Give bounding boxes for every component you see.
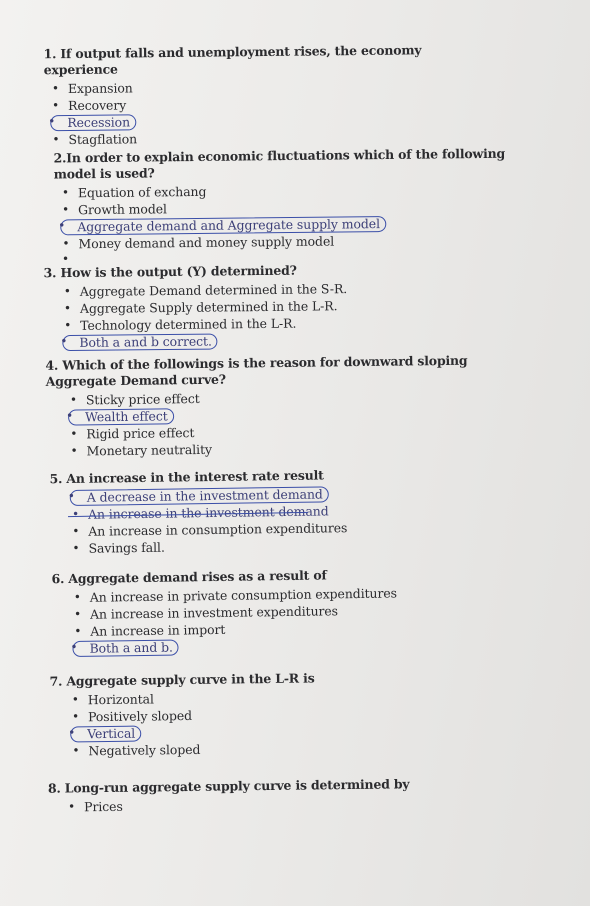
q8-option-a: • Prices: [68, 798, 123, 815]
question-5: [49, 465, 520, 558]
q6-option-a: • An increase in private consumption expenditures: [73, 585, 398, 605]
question-8: [48, 775, 488, 815]
q2-option-d: • Money demand and money supply model: [62, 233, 335, 252]
pen-circle: • Vertical: [70, 726, 141, 743]
q2-option-a: • Equation of exchang: [61, 183, 207, 201]
q5-option-c: • An increase in consumption expenditures: [72, 520, 348, 539]
q3-option-d-circled: [56, 330, 484, 351]
q6-option-b: • An increase in investment expenditures: [73, 603, 339, 622]
question-3-text: 3. How is the output (Y) determined?: [43, 262, 297, 281]
question-2-text: 2.In order to explain economic fluctuations which of the following model is used?: [53, 145, 506, 182]
q2-option-b: • Growth model: [62, 201, 167, 218]
question-1: [43, 42, 484, 149]
question-1-text: 1. If output falls and unemployment rises, the economy experience: [43, 42, 422, 78]
pen-circle: • Both a and b correct.: [62, 333, 218, 351]
question-4-text: 4. Which of the followings is the reason for downward sloping Aggregate Demand curve?: [45, 352, 468, 389]
question-6: [51, 565, 522, 658]
q7-option-a: • Horizontal: [71, 691, 154, 708]
q4-option-c: • Rigid price effect: [70, 425, 195, 442]
question-3: [44, 261, 485, 352]
q1-option-b: • Recovery: [52, 97, 127, 114]
q3-option-c: • Technology determined in the L-R.: [64, 315, 297, 333]
q7-option-b: • Positively sloped: [71, 707, 193, 725]
q3-option-b: • Aggregate Supply determined in the L-R.: [63, 298, 338, 316]
pen-circle: • A decrease in the investment demand: [70, 486, 329, 506]
pen-circle: • Aggregate demand and Aggregate supply model: [60, 216, 386, 235]
q1-option-a: • Expansion: [51, 80, 133, 97]
question-7-text: 7. Aggregate supply curve in the L-R is: [49, 670, 315, 689]
question-4: [45, 352, 516, 460]
question-5-text: 5. An increase in the interest rate result: [49, 467, 324, 487]
q5-option-b: • An increase in the investment demand: [71, 503, 329, 522]
q4-option-d: • Monetary neutrality: [70, 441, 213, 459]
pen-circle: • Recession: [50, 114, 136, 131]
stray-bullet: •: [62, 252, 70, 266]
question-7: [49, 668, 490, 759]
pen-circle: • Both a and b.: [72, 640, 179, 657]
q1-option-d: • Stagflation: [52, 131, 138, 148]
question-8-text: 8. Long-run aggregate supply curve is determined by: [47, 776, 410, 796]
q3-option-a: • Aggregate Demand determined in the S-R.: [63, 281, 348, 299]
question-6-text: 6. Aggregate demand rises as a result of: [51, 567, 327, 587]
q4-option-a: • Sticky price effect: [69, 390, 200, 408]
q7-option-d: • Negatively sloped: [72, 741, 201, 759]
question-2: [53, 146, 524, 253]
q6-option-c: • An increase in import: [74, 621, 226, 639]
pen-circle: • Wealth effect: [68, 408, 174, 425]
q5-option-d: • Savings fall.: [72, 539, 165, 556]
